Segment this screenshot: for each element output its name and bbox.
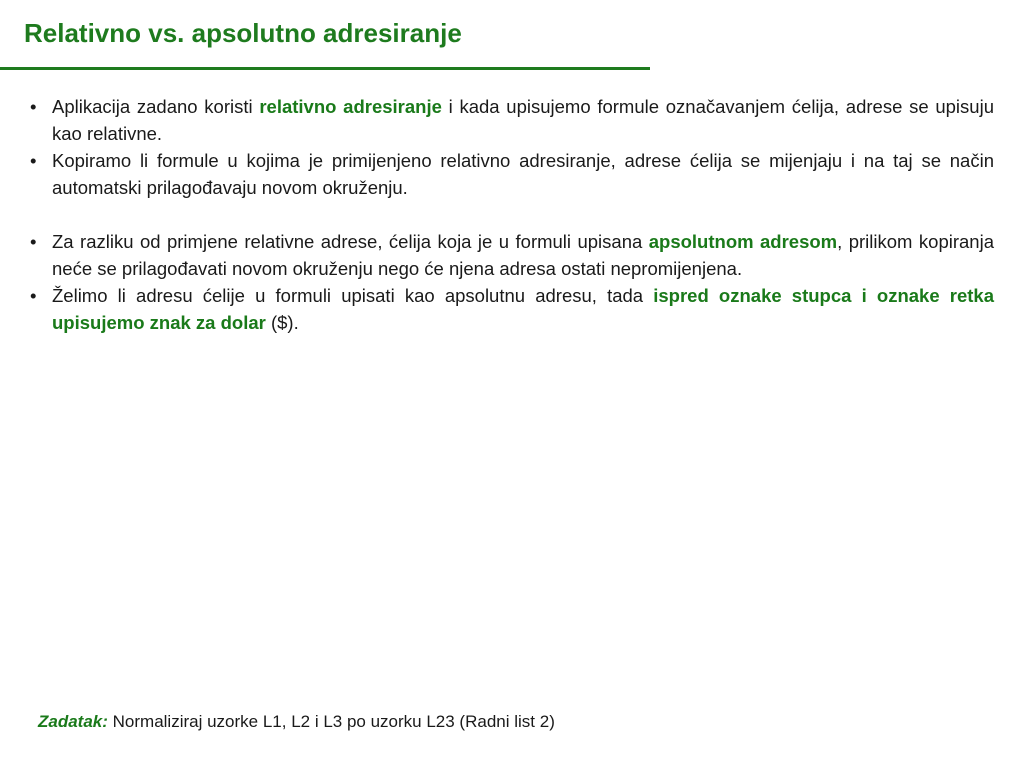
- bullet-text: , prilikom kopiranja neće se prilagođavati novom okruženju nego će njena adresa ostati nepromijenjena.: [52, 231, 994, 279]
- bullet-text: Aplikacija zadano koristi: [52, 96, 260, 117]
- slide-content: [28, 93, 994, 336]
- bullet-highlight: apsolutnom adresom: [648, 231, 838, 252]
- title-underline: [0, 67, 650, 70]
- paragraph-gap: [28, 201, 994, 228]
- task-text: Normaliziraj uzorke L1, L2 i L3 po uzorku L23 (Radni list 2): [107, 712, 555, 731]
- task-label: Zadatak:: [38, 712, 108, 731]
- bullet-relative-copy: [28, 147, 994, 201]
- bullet-dollar-sign: [28, 282, 994, 336]
- bullet-highlight: relativno adresiranje: [259, 96, 442, 117]
- bullet-text: i kada upisujemo formule označavanjem ćelija, adrese se upisuju kao relativne.: [52, 96, 994, 144]
- bullet-text: ($).: [265, 312, 299, 333]
- bullet-text: Kopiramo li formule u kojima je primijenjeno relativno adresiranje, adrese ćelija se mijenjaju i na taj se način automatski prilagođavaju novom okruženju.: [52, 150, 994, 198]
- bullet-text: Za razliku od primjene relativne adrese, ćelija koja je u formuli upisana: [52, 231, 649, 252]
- task-footer: [38, 712, 555, 732]
- bullet-dot: •: [30, 150, 37, 171]
- bullet-dot: •: [30, 231, 37, 252]
- bullet-highlight: ispred oznake stupca i oznake retka upisujemo znak za dolar: [52, 285, 994, 333]
- bullet-relative-default: [28, 93, 994, 147]
- bullet-dot: •: [30, 96, 37, 117]
- bullet-text: Želimo li adresu ćelije u formuli upisati kao apsolutnu adresu, tada: [52, 285, 654, 306]
- slide-title: Relativno vs. apsolutno adresiranje: [24, 18, 462, 48]
- bullet-absolute-address: [28, 228, 994, 282]
- bullet-dot: •: [30, 285, 37, 306]
